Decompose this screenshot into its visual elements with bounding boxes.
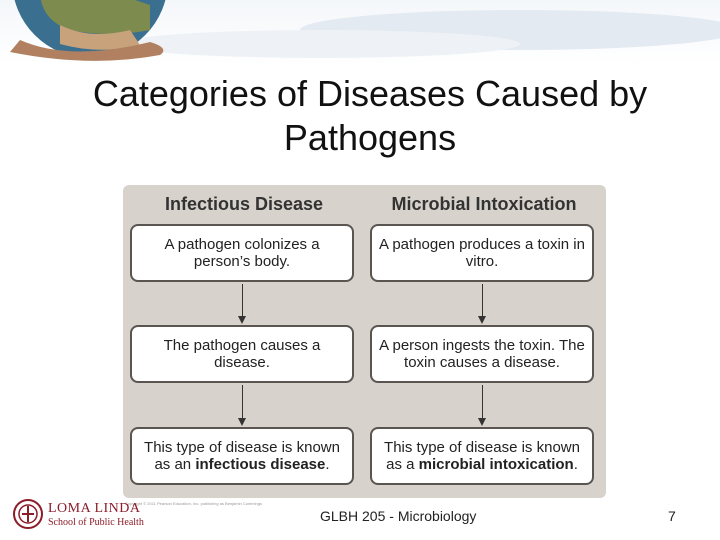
step-box-infectious-result	[130, 427, 354, 485]
step-text-suffix: .	[325, 456, 330, 473]
arrow-head-icon	[478, 316, 486, 324]
copyright-notice: Copyright © 2011 Pearson Education, Inc. publishing as Benjamin Cummings	[125, 501, 262, 506]
university-seal-icon	[12, 498, 46, 530]
step-text: A person ingests the toxin. The toxin causes a disease.	[379, 337, 585, 371]
logo-wordmark: LOMA LINDA	[48, 501, 141, 516]
arrow-left-2	[242, 385, 243, 419]
step-text: The pathogen causes a disease.	[163, 337, 321, 371]
step-text: A pathogen produces a toxin in vitro.	[379, 236, 585, 270]
arrow-right-1	[482, 284, 483, 317]
step-text-prefix: This type of disease is known as an	[144, 439, 340, 473]
step-text	[376, 439, 588, 473]
step-box-colonizes	[130, 224, 354, 282]
step-box-causes-disease	[130, 325, 354, 383]
arrow-left-1	[242, 284, 243, 317]
column-heading-intoxication: Microbial Intoxication	[391, 194, 577, 214]
logo-subtitle: School of Public Health	[48, 517, 144, 528]
step-text	[136, 439, 348, 473]
arrow-head-icon	[478, 418, 486, 426]
page-number: 7	[668, 508, 676, 524]
header-banner-image	[0, 0, 720, 66]
arrow-head-icon	[238, 316, 246, 324]
step-box-produces-toxin	[370, 224, 594, 282]
step-text-prefix: This type of disease is known as a	[384, 439, 580, 473]
arrow-right-2	[482, 385, 483, 419]
column-heading-infectious: Infectious Disease	[164, 194, 324, 214]
step-text-suffix: .	[573, 456, 578, 473]
step-text: A pathogen colonizes a person’s body.	[164, 236, 320, 270]
course-footer: GLBH 205 - Microbiology	[320, 508, 477, 524]
step-box-ingests-toxin	[370, 325, 594, 383]
step-text-emphasis: microbial intoxication	[418, 456, 574, 473]
step-box-intoxication-result	[370, 427, 594, 485]
arrow-head-icon	[238, 418, 246, 426]
step-text-emphasis: infectious disease	[195, 456, 326, 473]
slide-title: Categories of Diseases Caused by Pathogens	[92, 73, 648, 158]
